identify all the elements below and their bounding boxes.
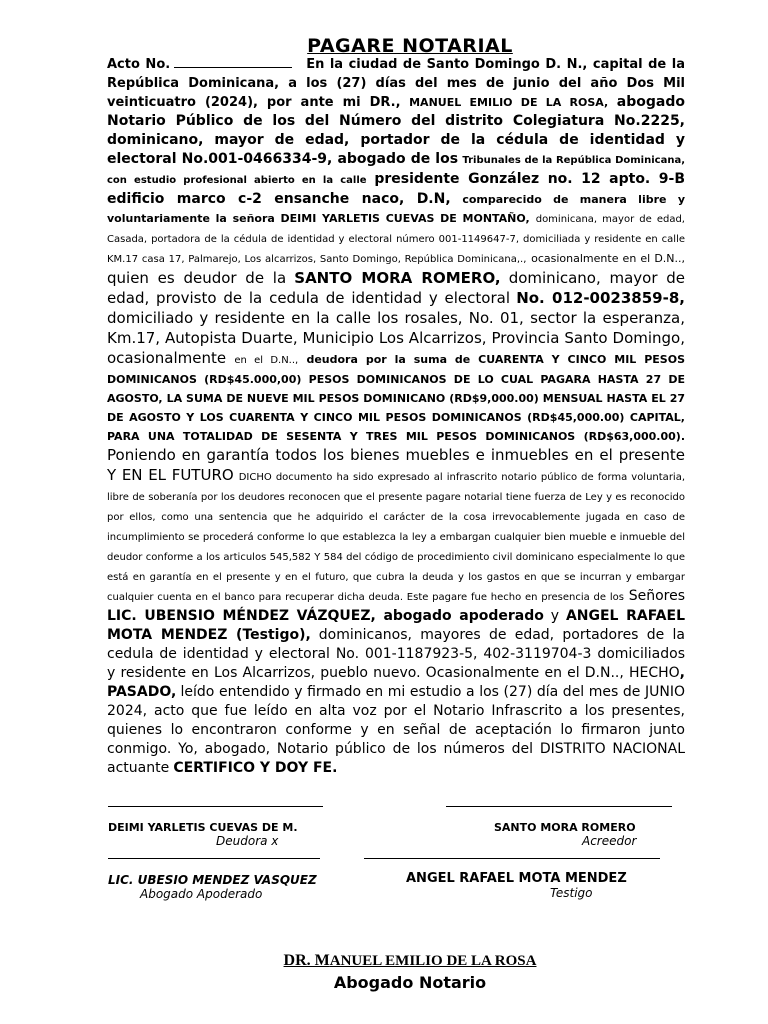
attorney-name: LIC. UBENSIO MÉNDEZ VÁZQUEZ, abogado apoderado <box>107 608 544 624</box>
signature-block-acreedor <box>446 806 672 848</box>
creditor-details: dominicano, mayor de edad, provisto de la cedula de identidad y electoral <box>107 269 685 307</box>
signature-block-abogado <box>108 858 320 901</box>
signature-line <box>364 858 660 859</box>
witness-name: ANGEL RAFAEL MOTA MENDEZ (Testigo), <box>107 608 685 643</box>
document-body <box>107 55 685 778</box>
notary-name: MANUEL EMILIO DE LA ROSA, <box>409 96 609 109</box>
witness-details: dominicanos, mayores de edad, portadores de la cedula de identidad y electoral No. 001-1187923-5, 402-3119704-3 domiciliados y residente en Los Alcarrizos, pueblo nuevo. Ocasionalmente en el D.N.., HECHO <box>107 627 685 681</box>
conjunction: y <box>550 608 560 624</box>
tribunals-text: Tribunales de la República Dominicana, con estudio profesional abierto en la calle <box>107 155 685 186</box>
guarantee-text: Poniendo en garantía todos los bienes muebles e inmuebles en el presente Y EN EL FUTURO <box>107 446 685 484</box>
pasado-text: , PASADO, <box>107 665 685 700</box>
signature-block-deudora <box>108 806 323 848</box>
signature-name: LIC. UBESIO MENDEZ VASQUEZ <box>108 873 317 887</box>
debtor-occasional: ocasionalmente en el D.N.., <box>531 252 685 265</box>
signature-line <box>108 806 323 807</box>
debtor-details: dominicana, mayor de edad, Casada, portadora de la cédula de identidad y electoral número 001-1149647-7, domiciliada y residente en calle KM.17 casa 17, Palmarejo, Los alcarrizos, Santo Domingo, República Dominicana,., <box>107 214 685 265</box>
signature-name: SANTO MORA ROMERO <box>494 821 636 834</box>
debtor-appearance: comparecido de manera libre y voluntariamente la señora DEIMI YARLETIS CUEVAS DE MONTAÑO, <box>107 193 685 225</box>
signature-name: DEIMI YARLETIS CUEVAS DE M. <box>108 821 298 834</box>
legal-clause: DICHO documento ha sido expresado al infrascrito notario público de forma voluntaria, libre de soberanía por los deudores reconocen que el presente pagare notarial tiene fuerza de Ley y es reconocido por ellos, como una sentencia que he adquirido el carácter de la cosa irrevocablemente jugada en caso de incumplimiento se procederá conforme lo que establezca la ley a embargan cualquier bien mueble e inmueble del deudor conforme a los articulos 545,582 Y 584 del código de procedimiento civil dominicano especialmente lo que está en garantía en el presente y en el futuro, que cubra la deuda y los gastos en que se incurran y embargar cualquier cuenta en el banco para recuperar dicha deuda. Este pagare fue hecho en presencia de los <box>107 472 686 603</box>
closing-text: leído entendido y firmado en mi estudio a los (27) día del mes de JUNIO 2024, acto que fue leído en alta voz por el Notario Infrascrito a los presentes, quienes lo encontraron conforme y en señal de aceptación lo firmaron junto conmigo. Yo, abogado, Notario público de los números del DISTRITO NACIONAL actuante <box>107 684 685 776</box>
acto-number-blank <box>174 55 292 68</box>
debt-amount: deudora por la suma de CUARENTA Y CINCO MIL PESOS DOMINICANOS (RD$45.000,00) PESOS DOMINICANOS DE LO CUAL PAGARA HASTA 27 DE AGOSTO, LA SUMA DE NUEVE MIL PESOS DOMINICANO (RD$9,000.00) MENSUAL HASTA EL 27 DE AGOSTO Y LOS CUARENTA Y CINCO MIL PESOS DOMINICANOS (RD$45,000.00) CAPITAL, PARA UNA TOTALIDAD DE SESENTA Y TRES MIL PESOS DOMINICANOS (RD$63,000.00). <box>107 353 685 443</box>
office-address: presidente González no. 12 apto. 9-B edificio marco c-2 ensanche naco, D.N, <box>107 171 685 207</box>
creditor-address: domiciliado y residente en la calle los rosales, No. 01, sector la esperanza, Km.17, Autopista Duarte, Municipio Los Alcarrizos, Provincia Santo Domingo, ocasionalmente <box>107 309 685 367</box>
signature-role: Deudora x <box>216 834 279 848</box>
footer-notary-title: Abogado Notario <box>333 973 487 992</box>
signature-line <box>446 806 672 807</box>
certifico-text: CERTIFICO Y DOY FE. <box>173 760 338 776</box>
signature-role: Abogado Apoderado <box>140 887 263 901</box>
document-title: PAGARE NOTARIAL <box>307 35 513 57</box>
acto-label: Acto No. <box>107 57 171 72</box>
footer-name: ANUEL EMILIO DE LA ROSA <box>329 953 537 969</box>
signature-block-testigo <box>364 858 660 900</box>
creditor-id: No. 012-0023859-8, <box>516 289 685 307</box>
creditor-occasional: en el D.N.., <box>234 355 299 366</box>
signature-line <box>108 858 320 859</box>
creditor-name: SANTO MORA ROMERO, <box>294 269 501 287</box>
signature-role: Acreedor <box>582 834 637 848</box>
intro-text: En la ciudad de Santo Domingo D. N., capital de la República Dominicana, a los (27) días del mes de junio del año Dos Mil veinticuatro (2024), por ante mi DR., <box>107 57 685 110</box>
debt-intro: quien es deudor de la <box>107 269 287 287</box>
signature-role: Testigo <box>550 886 593 900</box>
footer-dr: DR. M <box>283 952 330 969</box>
footer-notary-name <box>0 952 768 970</box>
notary-credentials: abogado Notario Público de los del Número del distrito Colegiatura No.2225, dominicano, mayor de edad, portador de la cédula de identidad y electoral No.001-0466334-9, abogado de los <box>107 94 685 167</box>
signature-name: ANGEL RAFAEL MOTA MENDEZ <box>406 871 627 886</box>
witness-intro: Señores <box>628 588 685 604</box>
